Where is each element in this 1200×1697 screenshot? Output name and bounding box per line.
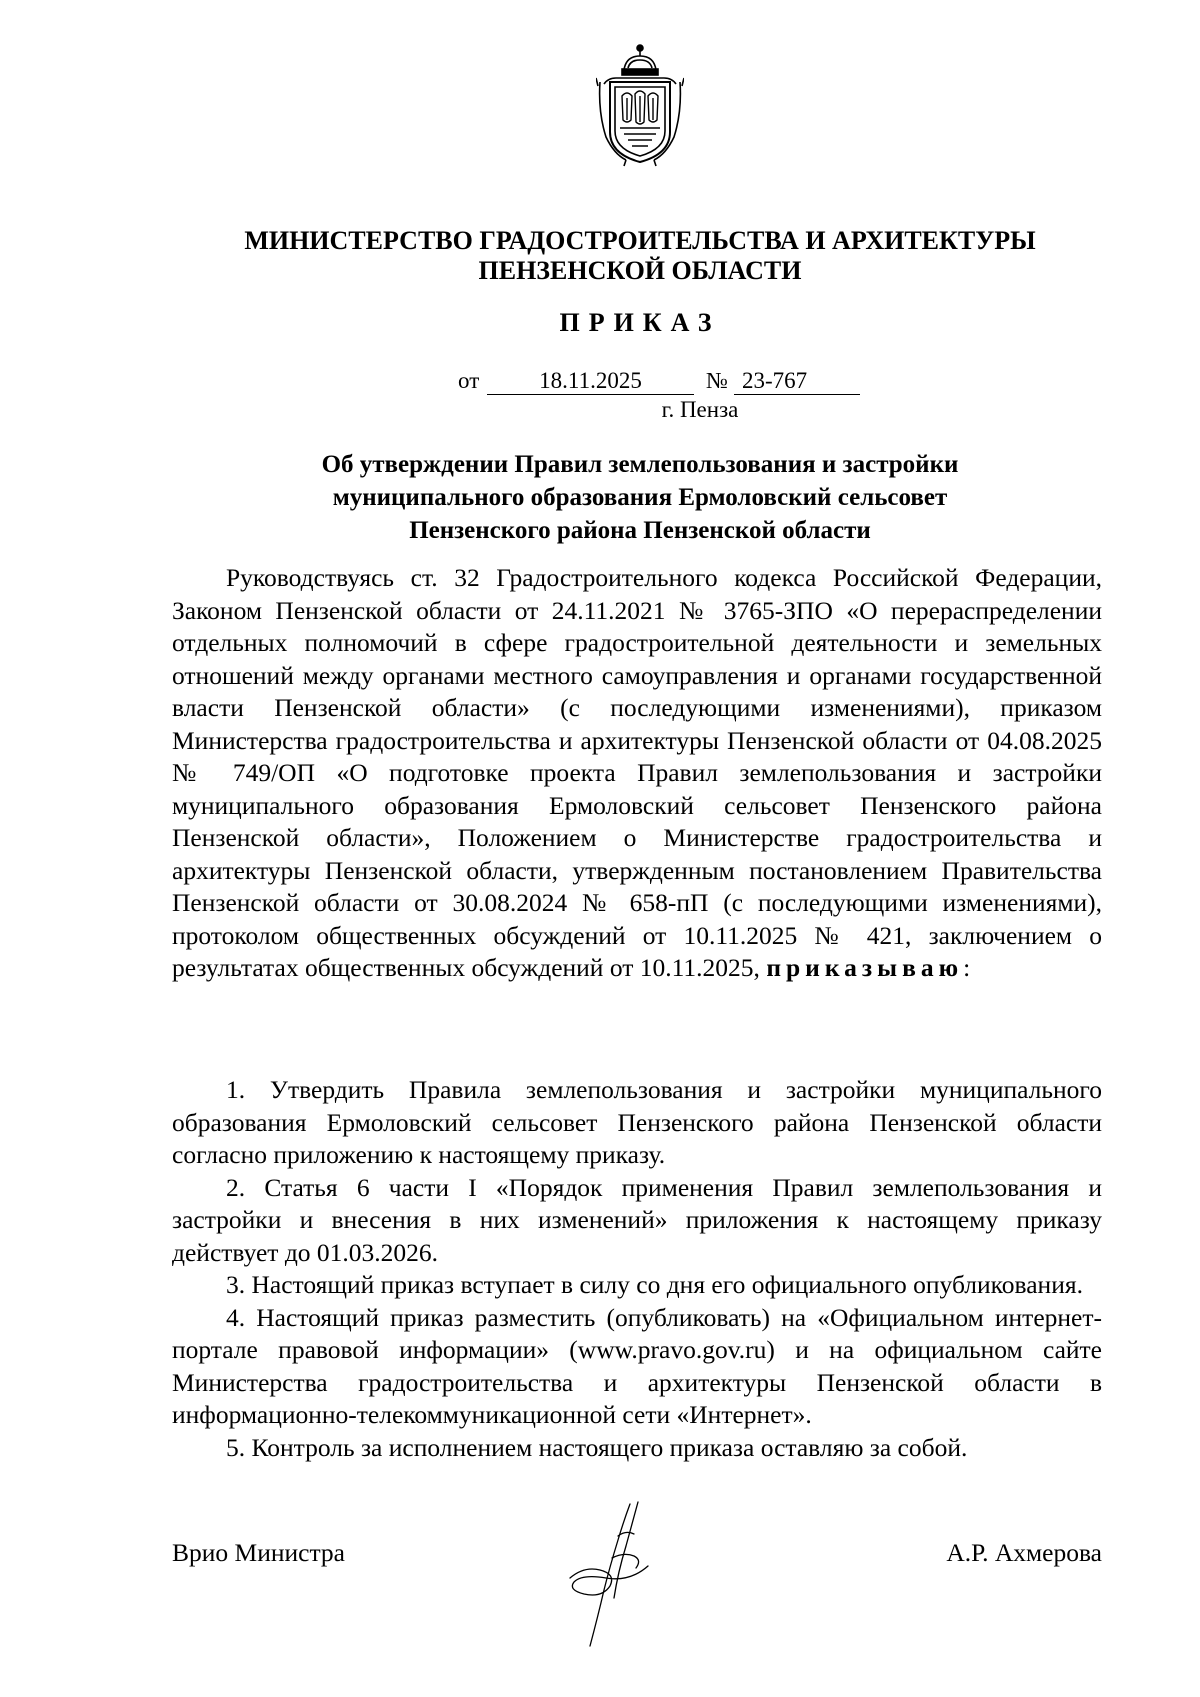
document-type-title: ПРИКАЗ xyxy=(559,308,721,337)
order-item-4: 4. Настоящий приказ разместить (опубликовать) на «Официальном интернет-портале правовой информации» (www.pravo.gov.ru) и на официальном сайте Министерства градостроительства и архитектуры Пензенской области в информационно-телекоммуникационной сети «Интернет». xyxy=(172,1302,1102,1429)
date-label: от xyxy=(458,368,480,393)
signatory-name: А.Р. Ахмерова xyxy=(946,1538,1102,1567)
order-item-3: 3. Настоящий приказ вступает в силу со дня его официального опубликования. xyxy=(226,1270,1083,1299)
document-date: 18.11.2025 xyxy=(487,368,694,395)
ministry-name-line1: МИНИСТЕРСТВО ГРАДОСТРОИТЕЛЬСТВА И АРХИТЕКТУРЫ xyxy=(244,226,1036,255)
signatory-title: Врио Министра xyxy=(172,1538,345,1567)
order-keyword: приказываю xyxy=(766,953,964,982)
subject-line3: Пензенского района Пензенской области xyxy=(409,517,871,544)
preamble-end: : xyxy=(963,953,971,982)
order-items xyxy=(172,1074,1102,1464)
ministry-name-line2: ПЕНЗЕНСКОЙ ОБЛАСТИ xyxy=(478,256,802,285)
ministry-name xyxy=(160,226,1120,286)
order-item-1: 1. Утвердить Правила землепользования и застройки муниципального образования Ермоловский сельсовет Пензенского района Пензенской области согласно приложению к настоящему приказу. xyxy=(172,1075,1102,1169)
city-label: г. Пенза xyxy=(661,397,739,422)
subject-line2: муниципального образования Ермоловский сельсовет xyxy=(332,484,948,511)
number-label: № xyxy=(706,368,728,393)
order-item-2: 2. Статья 6 части I «Порядок применения Правил землепользования и застройки и внесения в них изменений» приложения к настоящему приказу действует до 01.03.2026. xyxy=(172,1172,1102,1267)
coat-of-arms-icon xyxy=(596,42,684,168)
subject-line1: Об утверждении Правил землепользования и застройки xyxy=(321,451,959,478)
order-item-5: 5. Контроль за исполнением настоящего приказа оставляю за собой. xyxy=(226,1432,968,1462)
preamble-text: Руководствуясь ст. 32 Градостроительного кодекса Российской Федерации, Законом Пензенской области от 24.11.2021 № 3765-ЗПО «О перераспределении отдельных полномочий в сфере градостроительной деятельности и земельных отношений между органами местного самоуправления и органами государственной власти Пензенской области» (с последующими изменениями), приказом Министерства градостроительства и архитектуры Пензенской области от 04.08.2025 № 749/ОП «О подготовке проекта Правил землепользования и застройки муниципального образования Ермоловский сельсовет Пензенского района Пензенской области», Положением о Министерстве градостроительства и архитектуры Пензенской области, утвержденным постановлением Правительства Пензенской области от 30.08.2024 № 658-пП (с последующими изменениями), протоколом общественных обсуждений от 10.11.2025 № 421, заключением о результатах общественных обсуждений от 10.11.2025, xyxy=(172,563,1102,982)
document-number: 23-767 xyxy=(734,368,860,395)
document-subject xyxy=(160,448,1120,547)
preamble-paragraph xyxy=(172,562,1102,985)
handwritten-signature xyxy=(560,1500,680,1650)
